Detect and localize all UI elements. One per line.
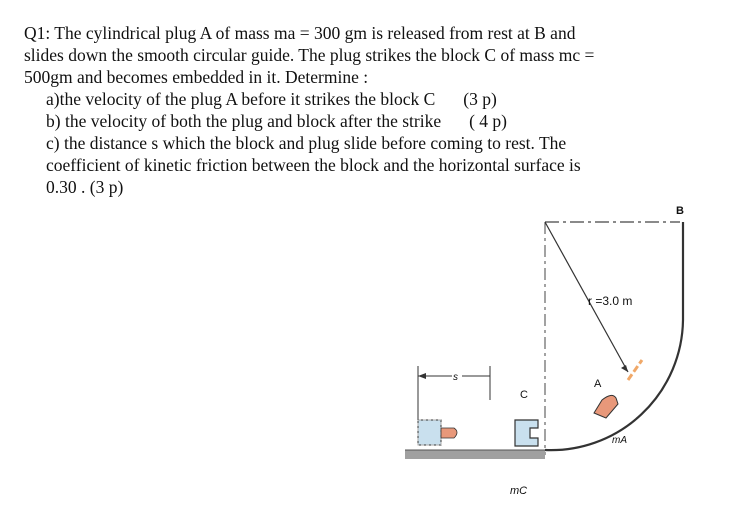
mass-a-label: mA xyxy=(612,435,627,446)
part-a-points: (3 p) xyxy=(463,89,497,109)
circular-guide xyxy=(545,222,683,450)
part-a-text: a)the velocity of the plug A before it strikes the block C xyxy=(46,89,436,109)
label-c: C xyxy=(520,389,528,401)
radius-arrowhead xyxy=(621,365,628,372)
intro-line-2: slides down the smooth circular guide. The plug strikes the block C of mass mc = xyxy=(24,45,595,65)
motion-arrow xyxy=(628,360,642,380)
intro-line-3: 500gm and becomes embedded in it. Determine : xyxy=(24,67,369,87)
dimension-arrowhead xyxy=(418,373,426,379)
label-a: A xyxy=(594,378,602,390)
part-b-text: b) the velocity of both the plug and block after the strike xyxy=(46,111,442,131)
part-c-line-3: 0.30 . (3 p) xyxy=(46,177,124,197)
plug-a xyxy=(594,395,618,418)
block-final-position xyxy=(418,420,441,445)
part-c-line-1: c) the distance s which the block and plug slide before coming to rest. The xyxy=(46,133,567,153)
part-b-points: ( 4 p) xyxy=(469,111,507,131)
intro-line-1: Q1: The cylindrical plug A of mass ma = 300 gm is released from rest at B and xyxy=(24,23,576,43)
plug-final-position xyxy=(441,428,457,438)
block-c xyxy=(515,420,538,446)
distance-s-label: s xyxy=(453,372,458,383)
ground-surface xyxy=(405,450,545,459)
mass-c-label: mC xyxy=(510,485,528,497)
label-b: B xyxy=(676,205,684,217)
radius-label: r =3.0 m xyxy=(588,294,633,308)
part-c-line-2: coefficient of kinetic friction between the block and the horizontal surface is xyxy=(46,155,581,175)
